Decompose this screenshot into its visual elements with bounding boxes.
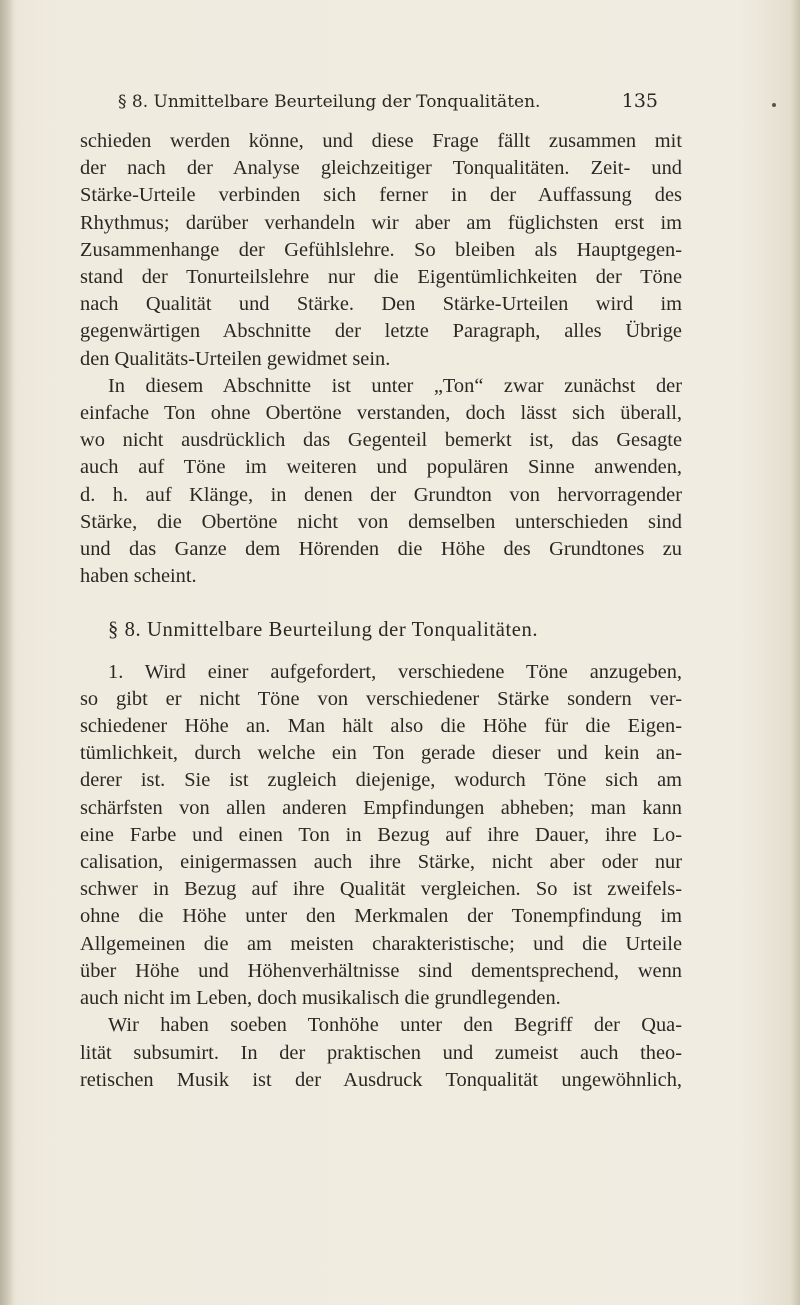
text-line: eine Farbe und einen Ton in Bezug auf ihre Dauer, ihre Lo-: [80, 823, 682, 846]
text-line: einfache Ton ohne Obertöne verstanden, doch lässt sich überall,: [80, 402, 682, 425]
text-line: schieden werden könne, und diese Frage fällt zusammen mit: [80, 130, 682, 152]
text-line: ohne die Höhe unter den Merkmalen der Tonempfindung im: [80, 905, 682, 928]
text-line: nach Qualität und Stärke. Den Stärke-Urteilen wird im: [80, 293, 682, 316]
text-line: den Qualitäts-Urteilen gewidmet sein.: [80, 347, 391, 370]
text-line: retischen Musik ist der Ausdruck Tonqualität ungewöhnlich,: [80, 1068, 682, 1091]
text-line: Stärke-Urteile verbinden sich ferner in der Auffassung des: [80, 184, 682, 207]
text-line: Zusammenhange der Gefühlslehre. So bleiben als Hauptgegen-: [80, 238, 682, 261]
text-line: der nach der Analyse gleichzeitiger Tonqualitäten. Zeit- und: [80, 157, 682, 180]
text-line: schiedener Höhe an. Man hält also die Höhe für die Eigen-: [80, 715, 682, 738]
body-text: [80, 128, 682, 1094]
paragraph-4: [80, 1012, 682, 1094]
section-heading: § 8. Unmittelbare Beurteilung der Tonqualitäten.: [108, 619, 539, 642]
text-line: tümlichkeit, durch welche ein Ton gerade dieser und kein an-: [80, 742, 682, 765]
text-line: auch nicht im Leben, doch musikalisch die grundlegenden.: [80, 987, 561, 1010]
text-line: gegenwärtigen Abschnitte der letzte Paragraph, alles Übrige: [80, 320, 682, 343]
text-line: Allgemeinen die am meisten charakteristische; und die Urteile: [80, 932, 682, 955]
text-line: schwer in Bezug auf ihre Qualität vergleichen. So ist zweifels-: [80, 878, 682, 901]
text-line: so gibt er nicht Töne von verschiedener Stärke sondern ver-: [80, 687, 682, 710]
running-head: [118, 90, 658, 112]
section-gap: [80, 590, 682, 617]
paragraph-3: [80, 659, 682, 1013]
text-line: über Höhe und Höhenverhältnisse sind dementsprechend, wenn: [80, 959, 682, 982]
text-line: d. h. auf Klänge, in denen der Grundton von hervorragender: [80, 483, 682, 506]
text-line: auch auf Töne im weiteren und populären Sinne anwenden,: [80, 456, 682, 479]
text-line: 1. Wird einer aufgefordert, verschiedene Töne anzugeben,: [108, 660, 682, 683]
text-line: derer ist. Sie ist zugleich diejenige, wodurch Töne sich am: [80, 769, 682, 792]
text-line: In diesem Abschnitte ist unter „Ton“ zwar zunächst der: [108, 374, 682, 397]
text-line: schärfsten von allen anderen Empfindungen abheben; man kann: [80, 796, 682, 819]
text-line: haben scheint.: [80, 565, 197, 588]
page-gutter-shadow: [0, 0, 14, 1305]
page-number: 135: [621, 90, 658, 112]
ink-speck: [772, 103, 776, 107]
text-line: wo nicht ausdrücklich das Gegenteil bemerkt ist, das Gesagte: [80, 429, 682, 452]
running-head-title: § 8. Unmittelbare Beurteilung der Tonqualitäten.: [118, 92, 541, 112]
text-line: lität subsumirt. In der praktischen und zumeist auch theo-: [80, 1041, 682, 1064]
text-line: stand der Tonurteilslehre nur die Eigentümlichkeiten der Töne: [80, 266, 682, 289]
text-line: Rhythmus; darüber verhandeln wir aber am füglichsten erst im: [80, 211, 682, 234]
text-line: Wir haben soeben Tonhöhe unter den Begriff der Qua-: [108, 1014, 682, 1037]
paragraph-1: [80, 128, 682, 373]
paragraph-2: [80, 373, 682, 591]
section-gap: [80, 645, 682, 659]
text-line: calisation, einigermassen auch ihre Stärke, nicht aber oder nur: [80, 851, 682, 874]
text-line: und das Ganze dem Hörenden die Höhe des Grundtones zu: [80, 538, 682, 561]
text-line: Stärke, die Obertöne nicht von demselben unterschieden sind: [80, 510, 682, 533]
